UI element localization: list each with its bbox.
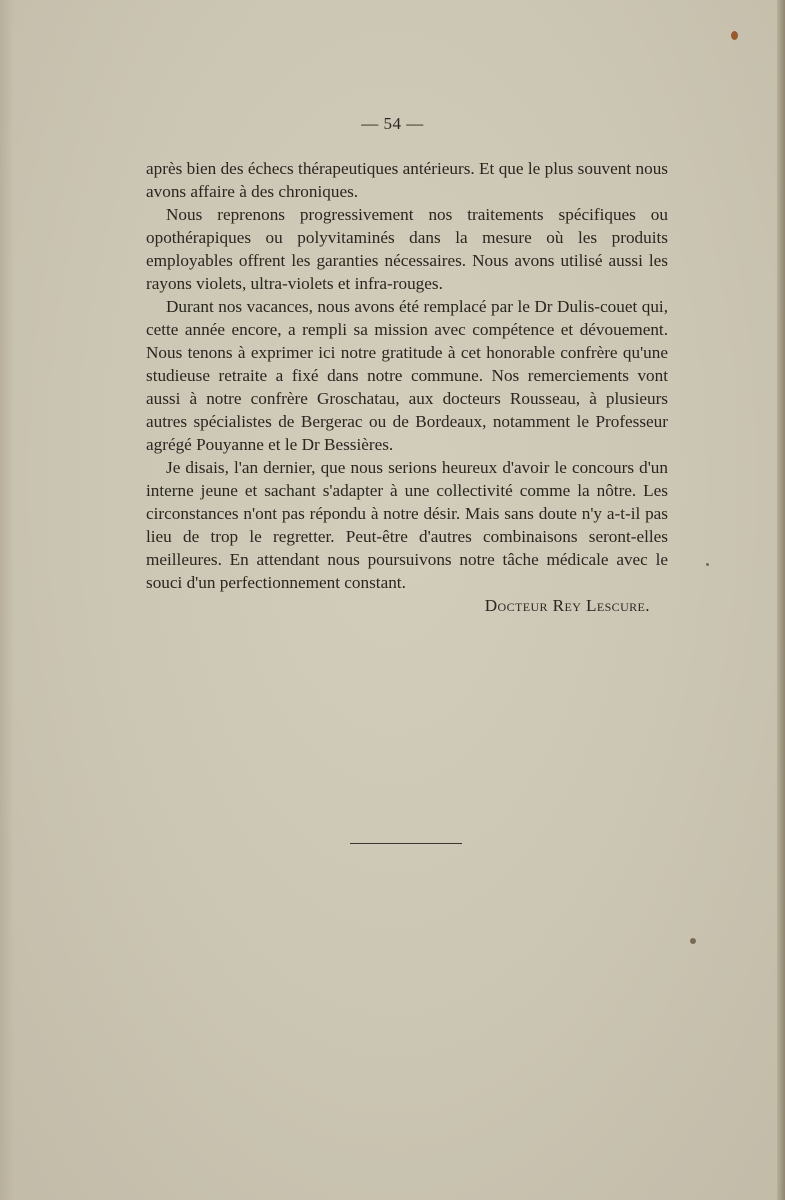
paper-speck — [731, 31, 738, 40]
body-text — [146, 157, 668, 617]
paragraph-4: Je disais, l'an dernier, que nous serions heureux d'avoir le concours d'un interne jeune et sachant s'adapter à une collectivité comme la nôtre. Les circonstances n'ont pas répondu à notre désir. Mais sans doute n'y a-t-il pas lieu de trop le regretter. Peut-être d'autres combinaisons seront-elles meilleures. En attendant nous poursuivons notre tâche médicale avec le souci d'un perfectionnement constant. — [146, 458, 668, 592]
paragraph-2: Nous reprenons progressivement nos traitements spécifiques ou opothérapiques ou polyvitaminés dans la mesure où les produits employables offrent les garanties nécessaires. Nous avons utilisé aussi les rayons violets, ultra-violets et infra-rouges. — [146, 205, 668, 293]
signature: Docteur Rey Lescure. — [484, 596, 650, 615]
page-right-edge — [777, 0, 785, 1200]
page-number: — 54 — — [361, 114, 424, 133]
page-left-edge — [0, 0, 14, 1200]
paragraph-3: Durant nos vacances, nous avons été remplacé par le Dr Dulis-couet qui, cette année encore, a rempli sa mission avec compétence et dévouement. Nous tenons à exprimer ici notre gratitude à cet honorable confrère qu'une studieuse retraite a fixé dans notre commune. Nos remerciements vont aussi à notre confrère Groschatau, aux docteurs Rousseau, à plusieurs autres spécialistes de Bergerac ou de Bordeaux, notamment le Professeur agrégé Pouyanne et le Dr Bessières. — [146, 297, 668, 454]
paper-speck — [690, 938, 696, 944]
paragraph-1: après bien des échecs thérapeutiques antérieurs. Et que le plus souvent nous avons affaire à des chroniques. — [146, 159, 668, 201]
paper-speck — [706, 563, 709, 566]
closing-rule — [350, 843, 462, 844]
